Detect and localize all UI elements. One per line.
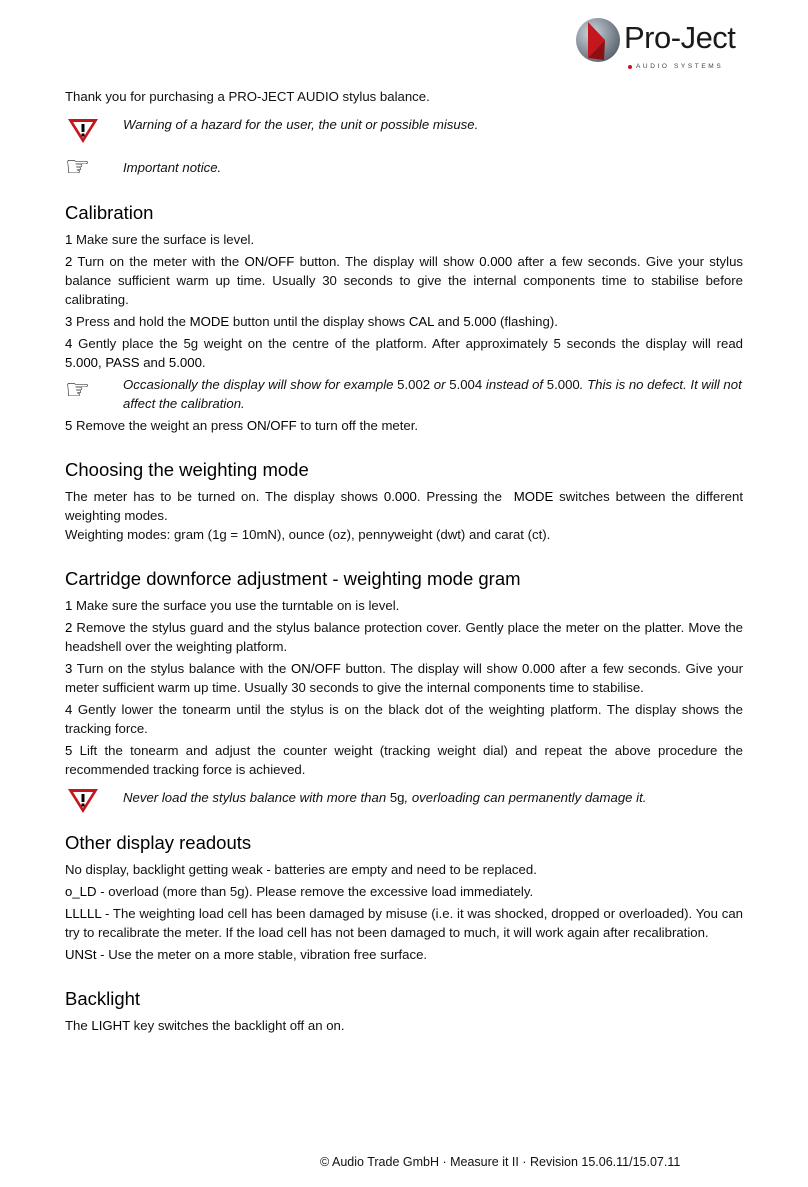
key-label: ON/OFF bbox=[246, 418, 297, 433]
notice-text: or bbox=[430, 377, 450, 392]
step-text: Remove the weight an press bbox=[72, 418, 247, 433]
warning-text: , overloading can permanently damage it. bbox=[404, 790, 647, 805]
display-code: LLLLL bbox=[65, 906, 102, 921]
step-text: button. The display will show bbox=[340, 661, 522, 676]
step-text: Gently place the 5g weight on the centre of the platform. After approximately 5 seconds the display will read bbox=[72, 336, 743, 351]
step-text: Gently lower the tonearm until the stylus is on the black dot of the weighting platform. The display shows the tracking force. bbox=[65, 702, 743, 736]
key-label: MODE bbox=[513, 489, 554, 504]
legend-notice-text: Important notice. bbox=[123, 160, 222, 175]
readout-damaged bbox=[65, 904, 743, 942]
step-text: Press and hold the bbox=[72, 314, 190, 329]
brand-tagline-row bbox=[628, 57, 723, 76]
paragraph-text: . Pressing the bbox=[416, 489, 514, 504]
display-value: 5.000 bbox=[65, 355, 99, 370]
document-body bbox=[65, 87, 743, 1038]
legend-warning-text: Warning of a hazard for the user, the unit or possible misuse. bbox=[123, 117, 479, 132]
warning-triangle-icon bbox=[65, 115, 123, 145]
readout-text: - Use the meter on a more stable, vibration free surface. bbox=[96, 947, 428, 962]
downforce-heading: Cartridge downforce adjustment - weighting mode gram bbox=[65, 568, 521, 589]
step-number: 1 bbox=[65, 598, 73, 613]
paragraph-text: key switches the backlight off an on. bbox=[130, 1018, 345, 1033]
display-code: o_LD bbox=[65, 884, 97, 899]
backlight-heading: Backlight bbox=[65, 988, 141, 1009]
brand-tagline: AUDIO SYSTEMS bbox=[636, 63, 724, 70]
legend-notice bbox=[65, 152, 743, 182]
step-text: and bbox=[139, 355, 169, 370]
readouts-section bbox=[65, 831, 743, 964]
readout-overload bbox=[65, 882, 743, 901]
key-label: MODE bbox=[189, 314, 230, 329]
step-text: Lift the tonearm and adjust the counter weight (tracking weight dial) and repeat the above procedure the recommended tracking force is achieved. bbox=[65, 743, 743, 777]
calibration-section bbox=[65, 201, 743, 435]
legend-warning bbox=[65, 115, 743, 145]
red-dot-icon bbox=[628, 65, 632, 69]
display-value: 5.002 bbox=[397, 377, 431, 392]
readout-text: - overload (more than 5g). Please remove the excessive load immediately. bbox=[96, 884, 534, 899]
step-text: , bbox=[98, 355, 106, 370]
downforce-warning-text bbox=[123, 785, 743, 807]
pointing-hand-icon: ☞ bbox=[65, 151, 91, 182]
display-value: 5.004 bbox=[449, 377, 483, 392]
step-text: Turn on the meter with the bbox=[72, 254, 245, 269]
downforce-section bbox=[65, 567, 743, 815]
weighting-heading: Choosing the weighting mode bbox=[65, 459, 309, 480]
step-text: after a few seconds. Give your meter sufficient warm up time. Usually 30 seconds to give the internal components time to stabilise. bbox=[65, 661, 744, 695]
downforce-step-5 bbox=[65, 741, 743, 779]
step-number: 1 bbox=[65, 232, 73, 247]
display-value: PASS bbox=[105, 355, 140, 370]
key-label: ON/OFF bbox=[291, 661, 341, 676]
key-label: LIGHT bbox=[91, 1018, 130, 1033]
display-value: 5g bbox=[389, 790, 405, 805]
notice-text: . This is no defect. It will not affect the calibration. bbox=[123, 377, 742, 411]
pointing-hand-icon: ☞ bbox=[65, 374, 91, 405]
intro-text: Thank you for purchasing a PRO-JECT AUDIO stylus balance. bbox=[65, 89, 430, 104]
warning-text: Never load the stylus balance with more than bbox=[123, 790, 390, 805]
calibration-step-3 bbox=[65, 312, 743, 331]
calibration-step-2 bbox=[65, 252, 743, 309]
key-label: ON/OFF bbox=[244, 254, 295, 269]
step-text: . bbox=[201, 355, 206, 370]
backlight-paragraph bbox=[65, 1016, 743, 1035]
calibration-step-1 bbox=[65, 230, 743, 249]
display-value: 0.000 bbox=[479, 254, 513, 269]
step-text: Remove the stylus guard and the stylus balance protection cover. Gently place the meter on the platter. Move the headshell over the weighting platform. bbox=[65, 620, 743, 654]
step-text: (flashing). bbox=[496, 314, 558, 329]
display-value: 0.000 bbox=[522, 661, 556, 676]
step-text: and bbox=[433, 314, 464, 329]
notice-text: Occasionally the display will show for example bbox=[123, 377, 398, 392]
display-value: 5.000 bbox=[463, 314, 497, 329]
display-value: 5.000 bbox=[168, 355, 202, 370]
downforce-step-3 bbox=[65, 659, 743, 697]
page-footer: © Audio Trade GmbH · Measure it II · Revision 15.06.11/15.07.11 bbox=[320, 1155, 681, 1169]
warning-triangle-icon bbox=[65, 785, 123, 815]
brand-name: Pro-Ject bbox=[624, 20, 736, 55]
step-number: 4 bbox=[65, 702, 73, 717]
display-value: 0.000 bbox=[383, 489, 417, 504]
weighting-modes: Weighting modes: gram (1g = 10mN), ounce (oz), pennyweight (dwt) and carat (ct). bbox=[65, 527, 551, 542]
readout-text: - The weighting load cell has been damaged by misuse (i.e. it was shocked, dropped or overloaded). You can try to recalibrate the meter. If the load cell has not been damaged to much, it will work again after recalibration. bbox=[65, 906, 743, 940]
calibration-notice-text bbox=[123, 375, 743, 413]
downforce-warning bbox=[65, 785, 743, 815]
backlight-section bbox=[65, 987, 743, 1035]
weighting-paragraph bbox=[65, 487, 743, 525]
calibration-step-4 bbox=[65, 334, 743, 372]
step-number: 3 bbox=[65, 314, 73, 329]
calibration-notice bbox=[65, 375, 743, 413]
notice-text: instead of bbox=[482, 377, 547, 392]
display-code: UNSt bbox=[65, 947, 97, 962]
readout-unstable bbox=[65, 945, 743, 964]
step-text: button. The display will show bbox=[294, 254, 480, 269]
readouts-heading: Other display readouts bbox=[65, 832, 252, 853]
readout-no-display: No display, backlight getting weak - batteries are empty and need to be replaced. bbox=[65, 862, 537, 877]
step-text: after a few seconds. Give your stylus balance sufficient warm up time. Usually 30 seconds to give the internal components time to stabilise before calibrating. bbox=[65, 254, 743, 307]
step-number: 2 bbox=[65, 254, 73, 269]
brand-logo bbox=[572, 16, 752, 72]
step-text: to turn off the meter. bbox=[296, 418, 419, 433]
calibration-heading: Calibration bbox=[65, 202, 154, 223]
step-number: 4 bbox=[65, 336, 73, 351]
display-value: CAL bbox=[408, 314, 434, 329]
paragraph-text: switches between the different weighting modes. bbox=[65, 489, 743, 523]
downforce-step-4 bbox=[65, 700, 743, 738]
downforce-step-1 bbox=[65, 596, 743, 615]
brand-logo-mark bbox=[574, 16, 622, 64]
step-number: 5 bbox=[65, 418, 73, 433]
step-text: Make sure the surface you use the turntable on is level. bbox=[72, 598, 400, 613]
step-number: 2 bbox=[65, 620, 73, 635]
step-number: 5 bbox=[65, 743, 73, 758]
paragraph-text: The bbox=[65, 1018, 92, 1033]
step-number: 3 bbox=[65, 661, 73, 676]
step-text: Make sure the surface is level. bbox=[72, 232, 255, 247]
display-value: 5.000 bbox=[546, 377, 580, 392]
downforce-step-2 bbox=[65, 618, 743, 656]
step-text: Turn on the stylus balance with the bbox=[72, 661, 292, 676]
step-text: button until the display shows bbox=[229, 314, 409, 329]
calibration-step-5 bbox=[65, 416, 743, 435]
paragraph-text: The meter has to be turned on. The display shows bbox=[65, 489, 384, 504]
weighting-section bbox=[65, 458, 743, 544]
